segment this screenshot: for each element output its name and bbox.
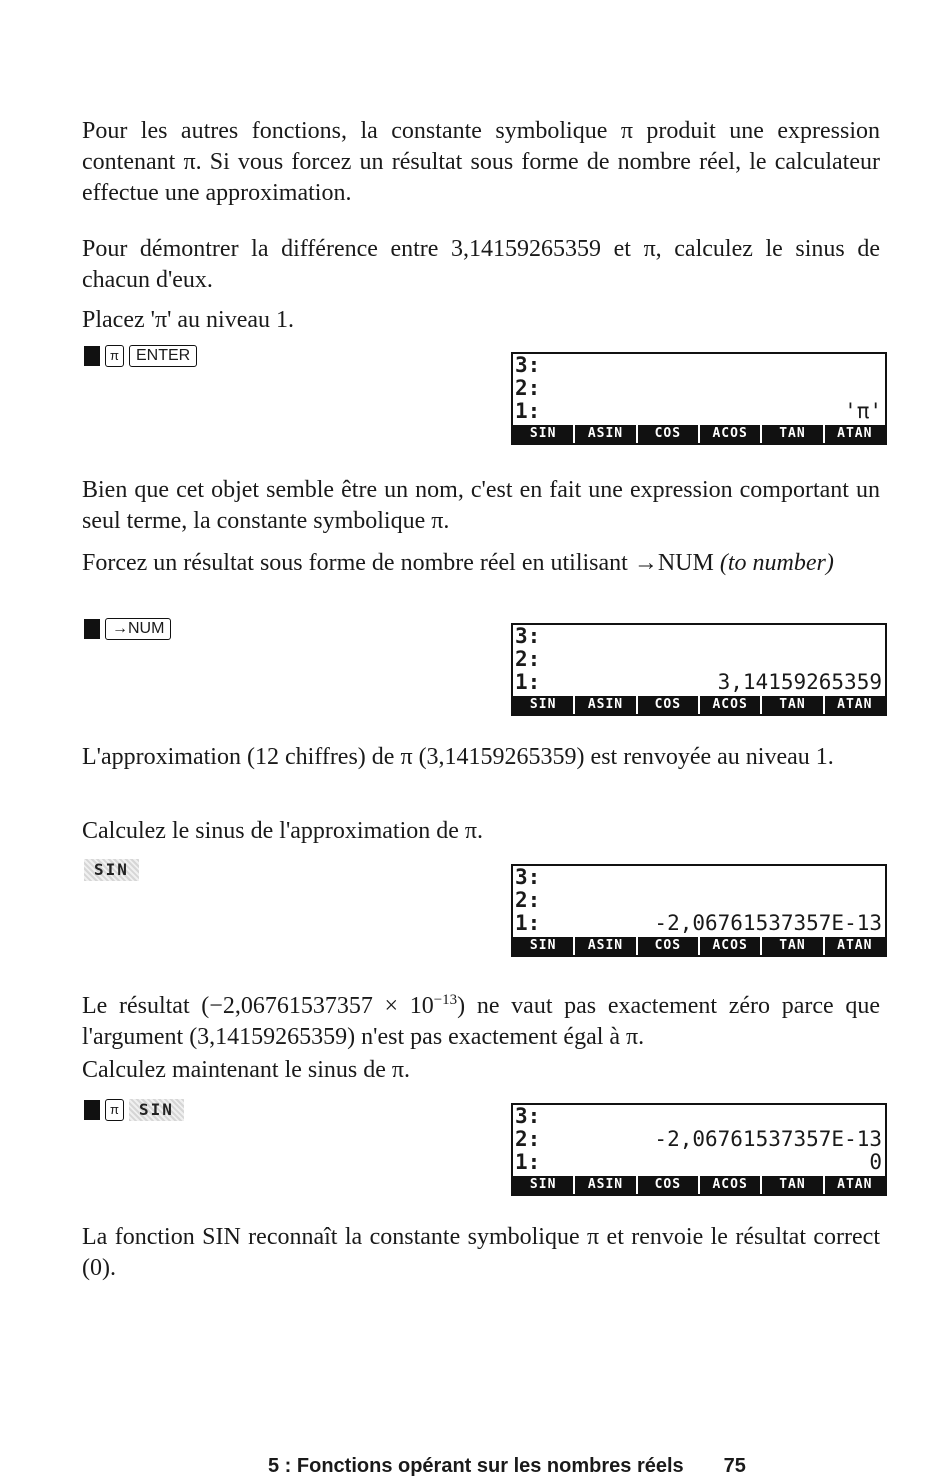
menu-tan[interactable]: TAN: [760, 1176, 822, 1194]
menu-cos[interactable]: COS: [636, 1176, 698, 1194]
menu-asin[interactable]: ASIN: [573, 1176, 635, 1194]
keystrokes-4: [84, 1097, 184, 1123]
calculator-display-2: [511, 623, 887, 716]
menu-asin[interactable]: ASIN: [573, 696, 635, 714]
menu-sin[interactable]: SIN: [529, 1177, 557, 1192]
paragraph-result: Le résultat $(-2,06761537357 \times 10^{-13})$ ne vaut pas exactement zéro parce que l'argument (3,14159265359) n'est pas exactement égal à π.: [82, 992, 880, 1050]
page-footer: [268, 1455, 746, 1478]
menu-atan[interactable]: ATAN: [823, 425, 885, 443]
paragraph-sine-pi: Calculez maintenant le sinus de π.: [82, 1057, 411, 1083]
left-shift-key[interactable]: [84, 346, 100, 366]
enter-key[interactable]: ENTER: [129, 345, 197, 367]
softkey-menu: [513, 937, 885, 955]
sin-softkey[interactable]: SIN: [129, 1099, 184, 1121]
stack-level-2: 2: -2,06761537357E-13: [515, 1128, 882, 1151]
keystrokes-3: [84, 857, 139, 883]
paragraph-intro: Pour les autres fonctions, la constante symbolique π produit une expression contenant π. Si vous forcez un résultat sous forme de nombre réel, le calculateur effectue une approximation.: [82, 118, 880, 206]
left-shift-key[interactable]: [84, 619, 100, 639]
stack-level-1: 1: -2,06761537357E-13: [515, 912, 882, 935]
stack-level-1: 1: 0: [515, 1151, 882, 1174]
menu-cos[interactable]: COS: [636, 425, 698, 443]
sin-softkey[interactable]: SIN: [84, 859, 139, 881]
paragraph-difference: Pour démontrer la différence entre 3,14159265359 et π, calculez le sinus de chacun d'eux.: [82, 236, 880, 293]
menu-tan[interactable]: TAN: [760, 696, 822, 714]
softkey-menu: [513, 1176, 885, 1194]
paragraph-approximation: L'approximation (12 chiffres) de π (3,14159265359) est renvoyée au niveau 1.: [82, 744, 834, 770]
menu-atan[interactable]: ATAN: [823, 1176, 885, 1194]
menu-tan[interactable]: TAN: [760, 937, 822, 955]
stack-level-1: 1: 'π': [515, 400, 882, 423]
menu-sin[interactable]: SIN: [529, 697, 557, 712]
paragraph-place-pi: Placez 'π' au niveau 1.: [82, 307, 295, 333]
paragraph-sine-approx: Calculez le sinus de l'approximation de π.: [82, 818, 484, 844]
calculator-display-1: [511, 352, 887, 445]
calculator-display-4: [511, 1103, 887, 1196]
stack-level-3: 3:: [515, 1105, 541, 1128]
pi-key[interactable]: π: [105, 345, 124, 367]
stack-level-3: 3:: [515, 866, 541, 889]
keystrokes-2: [84, 616, 171, 642]
menu-atan[interactable]: ATAN: [823, 937, 885, 955]
menu-acos[interactable]: ACOS: [698, 937, 760, 955]
stack-level-2: 2:: [515, 889, 541, 912]
menu-tan[interactable]: TAN: [760, 425, 822, 443]
calculator-display-3: [511, 864, 887, 957]
pi-key[interactable]: π: [105, 1099, 124, 1121]
menu-acos[interactable]: ACOS: [698, 696, 760, 714]
keystrokes-1: [84, 343, 197, 369]
paragraph-force-real: Forcez un résultat sous forme de nombre réel en utilisant →NUM (to number): [82, 550, 834, 576]
menu-acos[interactable]: ACOS: [698, 1176, 760, 1194]
menu-cos[interactable]: COS: [636, 937, 698, 955]
stack-level-3: 3:: [515, 625, 541, 648]
menu-asin[interactable]: ASIN: [573, 937, 635, 955]
num-key[interactable]: →NUM: [105, 618, 171, 640]
menu-cos[interactable]: COS: [636, 696, 698, 714]
paragraph-expression: Bien que cet objet semble être un nom, c'est en fait une expression comportant un seul terme, la constante symbolique π.: [82, 477, 880, 534]
left-shift-key[interactable]: [84, 1100, 100, 1120]
menu-acos[interactable]: ACOS: [698, 425, 760, 443]
menu-sin[interactable]: SIN: [529, 938, 557, 953]
stack-level-2: 2:: [515, 648, 541, 671]
stack-level-2: 2:: [515, 377, 541, 400]
stack-level-3: 3:: [515, 354, 541, 377]
menu-sin[interactable]: SIN: [529, 426, 557, 441]
paragraph-conclusion: La fonction SIN reconnaît la constante symbolique π et renvoie le résultat correct (0).: [82, 1224, 880, 1281]
stack-level-1: 1: 3,14159265359: [515, 671, 882, 694]
menu-asin[interactable]: ASIN: [573, 425, 635, 443]
softkey-menu: [513, 425, 885, 443]
chapter-title: 5 : Fonctions opérant sur les nombres réels: [268, 1455, 684, 1477]
page-number: 75: [723, 1455, 746, 1477]
menu-atan[interactable]: ATAN: [823, 696, 885, 714]
softkey-menu: [513, 696, 885, 714]
